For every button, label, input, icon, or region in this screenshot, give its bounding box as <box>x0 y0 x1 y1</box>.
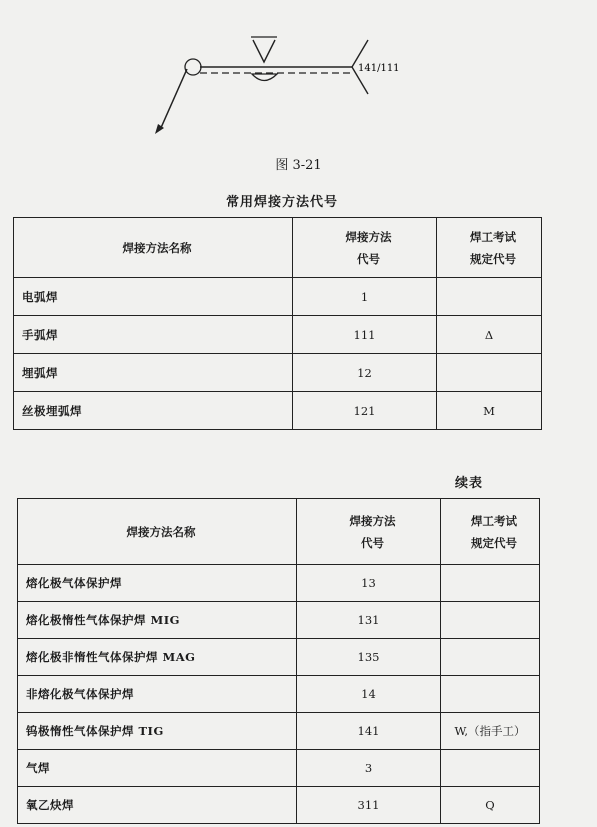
exam-code-cell: Δ <box>437 316 542 354</box>
table-row <box>18 713 540 750</box>
header-exam-code: 焊工考试 规定代号 <box>437 218 542 278</box>
figure-caption: 图 3-21 <box>275 158 322 173</box>
weld-all-around-circle <box>185 59 201 75</box>
method-name-cell: 非熔化极气体保护焊 <box>18 676 297 713</box>
table-row <box>14 316 542 354</box>
table-row <box>18 565 540 602</box>
method-code-cell: 12 <box>293 354 437 392</box>
exam-code-cell <box>441 676 540 713</box>
table-row <box>14 392 542 430</box>
exam-code-cell <box>441 639 540 676</box>
method-name-cell: 丝极埋弧焊 <box>14 392 293 430</box>
method-name-cell: 氧乙炔焊 <box>18 787 297 824</box>
v-groove-symbol <box>253 40 275 62</box>
exam-code-cell <box>437 278 542 316</box>
weld-symbol-figure <box>0 0 597 150</box>
method-name-cell: 熔化极惰性气体保护焊 MIG <box>18 602 297 639</box>
table1-title: 常用焊接方法代号 <box>226 195 339 210</box>
method-name-cell: 气焊 <box>18 750 297 787</box>
method-code-cell: 121 <box>293 392 437 430</box>
exam-code-cell <box>441 565 540 602</box>
header-exam-code: 焊工考试 规定代号 <box>441 499 540 565</box>
method-name-cell: 埋弧焊 <box>14 354 293 392</box>
backing-run-symbol <box>252 74 277 81</box>
method-code-cell: 135 <box>297 639 441 676</box>
arrow-leader-line <box>160 69 187 130</box>
exam-code-cell <box>441 602 540 639</box>
header-method-code: 焊接方法 代号 <box>297 499 441 565</box>
table-row <box>18 602 540 639</box>
table-header-row <box>14 218 542 278</box>
table-row <box>18 676 540 713</box>
method-code-cell: 311 <box>297 787 441 824</box>
table-row <box>14 278 542 316</box>
method-name-cell: 手弧焊 <box>14 316 293 354</box>
method-code-cell: 131 <box>297 602 441 639</box>
exam-code-cell <box>437 354 542 392</box>
method-name-cell: 钨极惰性气体保护焊 TIG <box>18 713 297 750</box>
method-code-cell: 111 <box>293 316 437 354</box>
method-name-cell: 电弧焊 <box>14 278 293 316</box>
method-code-cell: 13 <box>297 565 441 602</box>
table-row <box>18 750 540 787</box>
exam-code-cell: M <box>437 392 542 430</box>
exam-code-cell <box>441 750 540 787</box>
header-method-name: 焊接方法名称 <box>14 218 293 278</box>
header-method-name: 焊接方法名称 <box>18 499 297 565</box>
method-code-cell: 141 <box>297 713 441 750</box>
welding-codes-table-continued <box>17 498 540 824</box>
process-code-label: 141/111 <box>358 63 400 74</box>
table-header-row <box>18 499 540 565</box>
table-row <box>14 354 542 392</box>
exam-code-cell: Q <box>441 787 540 824</box>
method-name-cell: 熔化极非惰性气体保护焊 MAG <box>18 639 297 676</box>
method-code-cell: 14 <box>297 676 441 713</box>
method-name-cell: 熔化极气体保护焊 <box>18 565 297 602</box>
table-row <box>18 787 540 824</box>
welding-codes-table <box>13 217 542 430</box>
header-method-code: 焊接方法 代号 <box>293 218 437 278</box>
table2-title: 续表 <box>455 476 484 491</box>
exam-code-cell: W,（指手工） <box>441 713 540 750</box>
method-code-cell: 3 <box>297 750 441 787</box>
table-row <box>18 639 540 676</box>
method-code-cell: 1 <box>293 278 437 316</box>
